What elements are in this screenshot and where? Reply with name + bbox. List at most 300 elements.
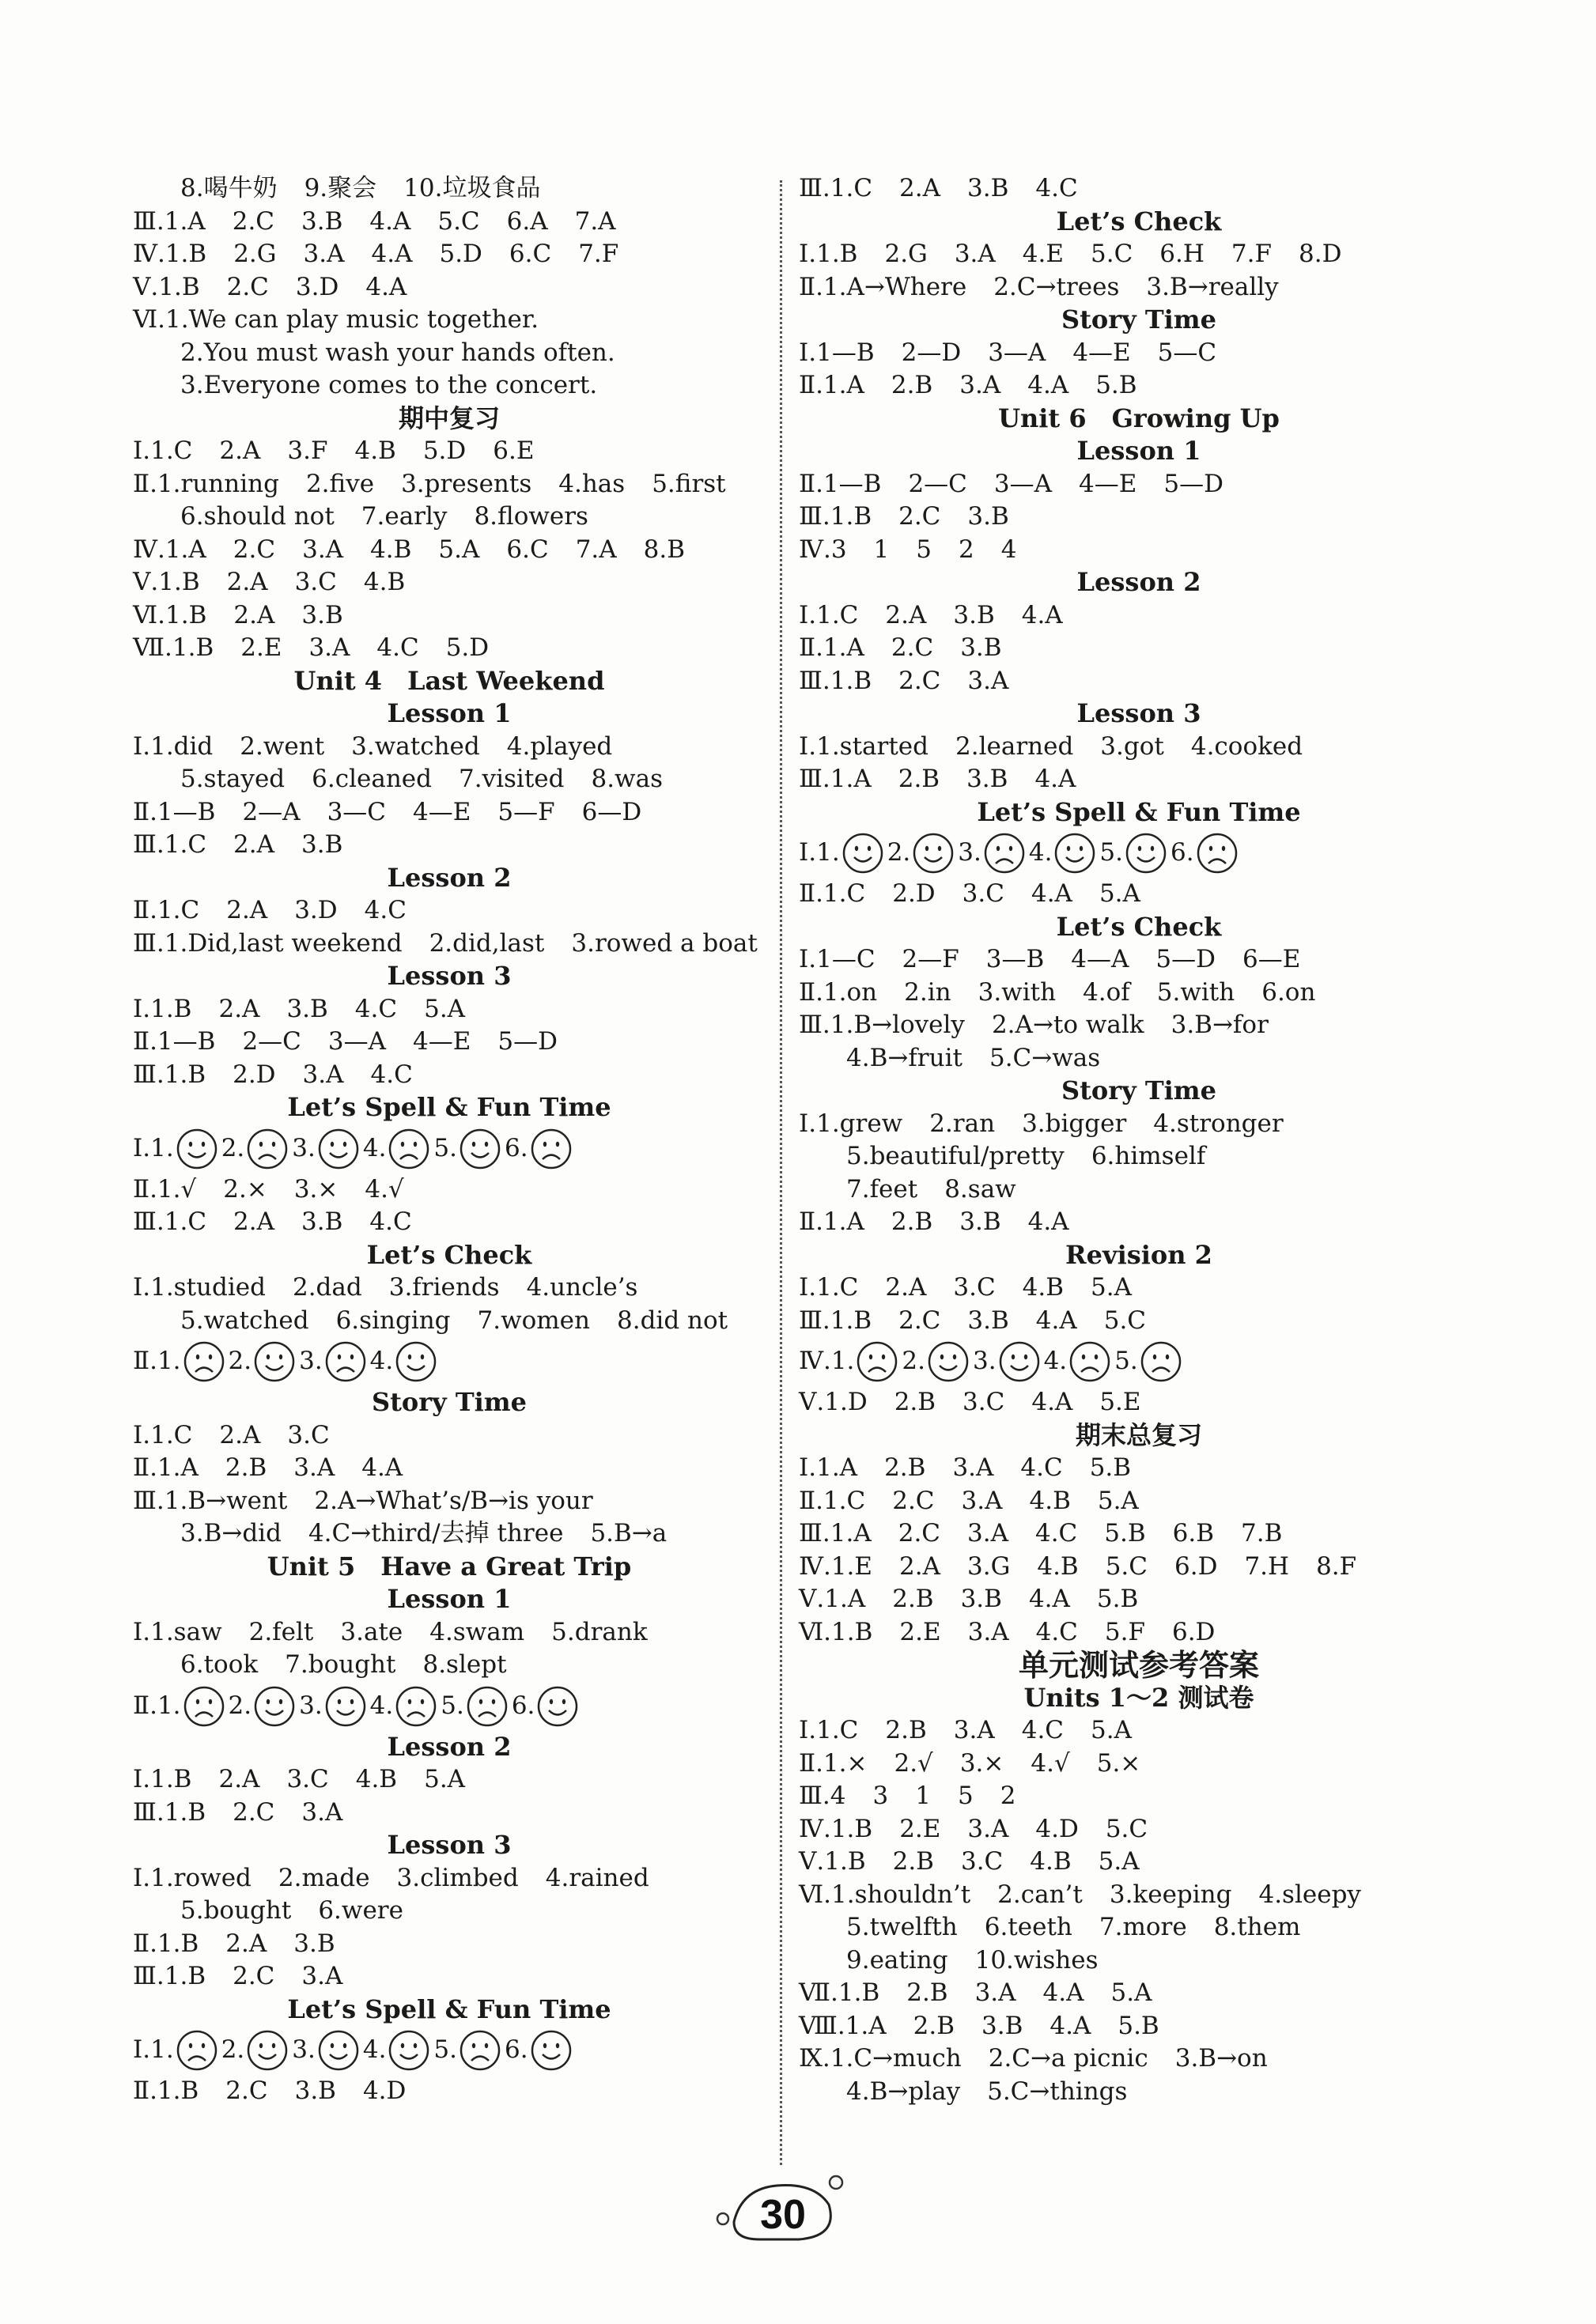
answer-item: 3.B — [301, 600, 343, 629]
answer-item: 3.A — [952, 1453, 994, 1482]
answer-item: 3.B→did — [180, 1519, 282, 1547]
answer-line — [133, 1059, 766, 1092]
answer-item: 4.C — [369, 1207, 412, 1236]
answer-line — [799, 501, 1479, 534]
answer-item: 5—D — [497, 1027, 558, 1056]
answer-item: 3.G — [967, 1551, 1011, 1581]
answer-item: 4.D — [1035, 1814, 1079, 1843]
answer-line — [799, 534, 1479, 567]
answer-item: 6.on — [1261, 977, 1316, 1007]
face-number: 6. — [505, 1133, 528, 1162]
answer-line — [133, 468, 766, 501]
answer-item: 2.A→to walk — [991, 1011, 1144, 1039]
item-label: Ⅰ. — [133, 2035, 151, 2065]
answer-item: 3.A — [301, 1797, 343, 1827]
answer-item: 3.× — [293, 1174, 338, 1204]
answer-item: 5.A — [1091, 1273, 1132, 1302]
face-number: 3. — [292, 1133, 316, 1162]
happy-face-icon — [1053, 832, 1096, 875]
answer-item: 3.C — [294, 568, 337, 596]
answer-item: 4.A — [1031, 879, 1072, 908]
answer-item: 2.A — [226, 568, 268, 596]
happy-face-icon — [317, 2029, 360, 2072]
face-number: 4. — [369, 1691, 394, 1720]
answer-item: Revision 2 — [1065, 1239, 1212, 1270]
answer-item: 5.A — [424, 1765, 466, 1793]
answer-item: 6.D — [1171, 1617, 1216, 1646]
answer-item: 2.E — [240, 633, 282, 662]
answer-item: 2.C→trees — [993, 272, 1120, 301]
answer-item: Ⅱ.1.B — [133, 1929, 199, 1958]
face-number: 4. — [369, 1347, 394, 1376]
answer-item: 4.B — [1022, 1273, 1065, 1302]
answer-item: 3.A — [308, 633, 350, 662]
answer-item: 2.made — [278, 1863, 370, 1892]
face-number: 5. — [1114, 1347, 1138, 1376]
answer-item: 2.B — [225, 1453, 267, 1482]
happy-face-icon — [246, 2029, 289, 2072]
answer-item: 6.D — [1174, 1551, 1218, 1581]
section-heading — [799, 1682, 1479, 1715]
answer-item: 5.A — [1110, 1978, 1152, 2007]
answer-item: 5.bought — [180, 1896, 292, 1925]
answer-item: Ⅲ.1.B — [133, 1962, 206, 1990]
answer-item: Lesson 3 — [1076, 698, 1201, 728]
answer-item: Ⅰ.1—B — [799, 338, 875, 367]
face-number: 5. — [433, 2035, 457, 2065]
answer-item: 4.C — [370, 1060, 413, 1089]
answer-line — [133, 1419, 766, 1453]
answer-line — [133, 1763, 766, 1797]
answer-item: 2.B — [894, 1388, 936, 1416]
happy-face-icon — [841, 832, 884, 875]
answer-item: 6—E — [1242, 945, 1301, 973]
answer-item: Ⅲ.1.B→went — [133, 1486, 288, 1515]
face-number: 5. — [433, 1133, 457, 1162]
answer-item: 4—E — [1072, 338, 1131, 367]
sad-face-icon — [388, 1128, 430, 1170]
answer-item: 2.can’t — [997, 1880, 1083, 1909]
answer-item: 3—A — [993, 469, 1053, 498]
answer-item: 6.B — [1172, 1519, 1214, 1547]
happy-face-icon — [912, 832, 955, 875]
answer-item: Ⅵ.1.B — [799, 1617, 873, 1646]
answer-item: 2.C — [226, 272, 269, 301]
sad-face-icon — [324, 1340, 367, 1383]
happy-face-icon — [536, 1685, 579, 1728]
answer-item: Ⅳ.1.B — [799, 1814, 873, 1843]
answer-item: Ⅱ.1.C — [799, 879, 866, 908]
answer-item: 3.A — [959, 371, 1001, 399]
section-heading — [133, 1386, 766, 1419]
answer-item: 2.A — [899, 174, 941, 202]
answer-item: Ⅱ.1.running — [133, 469, 279, 498]
answer-item: 5.× — [1096, 1748, 1141, 1778]
happy-face-icon — [388, 2029, 430, 2072]
answer-item: 2.ran — [929, 1109, 996, 1138]
answer-line — [133, 2026, 766, 2075]
answer-item: 3.C — [962, 879, 1004, 908]
answer-item: 4.uncle’s — [526, 1273, 638, 1302]
answer-item: 6.cleaned — [312, 765, 432, 793]
answer-item: 3.A — [953, 1716, 995, 1744]
answer-item: 4.B — [1030, 1847, 1072, 1876]
answer-item: 7.early — [361, 502, 448, 531]
answer-line — [133, 501, 766, 534]
section-heading — [799, 304, 1479, 337]
answer-line — [799, 1009, 1479, 1042]
answer-item: 7.feet — [846, 1174, 918, 1204]
answer-item: 6.singing — [335, 1306, 451, 1335]
answer-line — [133, 1862, 766, 1895]
answer-item: 3.A — [967, 1814, 1009, 1843]
answer-item: 4.C — [1020, 1453, 1063, 1482]
answer-item: 2—C — [908, 469, 967, 498]
answer-item: 3.A — [967, 1519, 1008, 1547]
answer-item: 10.wishes — [974, 1945, 1099, 1974]
answer-item: Ⅴ.1.B — [133, 568, 200, 596]
answer-line — [799, 1879, 1479, 1912]
answer-item: 3.B — [981, 2011, 1023, 2040]
answer-item: 6—D — [581, 797, 642, 826]
answer-line — [133, 238, 766, 271]
answer-item: 4.C — [364, 896, 407, 924]
answer-item: Ⅰ.1.studied — [133, 1273, 266, 1302]
answer-line — [799, 943, 1479, 977]
answer-item: Units 1～2 测试卷 — [1023, 1682, 1254, 1713]
answer-item: 期末总复习 — [1075, 1419, 1202, 1450]
answer-item: 2.A — [218, 994, 260, 1023]
answer-item: 4.cooked — [1190, 731, 1303, 761]
answer-item: Ⅱ.1.A→Where — [799, 272, 967, 301]
answer-item: 4.of — [1083, 977, 1130, 1007]
answer-item: 3.B — [293, 1929, 335, 1958]
answer-item: 2.C — [233, 1962, 275, 1990]
answer-item: 5.B — [1118, 2011, 1159, 2040]
happy-face-icon — [395, 1340, 437, 1383]
answer-line — [799, 238, 1479, 271]
answer-item: 5.drank — [551, 1617, 648, 1646]
answer-item: 2.felt — [248, 1617, 314, 1646]
answer-item: 4.B — [1029, 1486, 1071, 1515]
answer-item: 5.stayed — [180, 765, 286, 793]
answer-line — [133, 1337, 766, 1386]
answer-item: 2.B — [884, 1453, 926, 1482]
answer-item: 3.with — [978, 977, 1057, 1007]
answer-line — [799, 599, 1479, 633]
answer-item: Ⅲ.1.C — [133, 1207, 207, 1236]
answer-item: 4—E — [413, 797, 471, 826]
answer-item: 3.B — [966, 765, 1008, 793]
answer-item: 5.B — [1089, 1453, 1132, 1482]
sad-face-icon — [856, 1340, 898, 1383]
face-number: 6. — [1171, 838, 1194, 867]
answer-item: Ⅶ.1.B — [133, 633, 214, 662]
answer-item: 5.B→a — [590, 1519, 668, 1547]
answer-item: 6.were — [318, 1896, 403, 1925]
section-heading — [133, 862, 766, 895]
answer-item: Ⅷ.1.A — [799, 2011, 887, 2040]
answer-line — [799, 369, 1479, 402]
answer-item: 8.D — [1299, 240, 1342, 268]
answer-line — [133, 1649, 766, 1682]
answer-item: 2.C — [225, 2076, 268, 2105]
answer-item: 3.A — [967, 1617, 1009, 1646]
answer-item: 5.beautiful/pretty — [846, 1142, 1065, 1170]
answer-item: 2 — [959, 535, 974, 564]
answer-item: 2.C — [233, 1797, 275, 1827]
answer-item: 5.A — [1097, 1486, 1139, 1515]
answer-item: 2.B — [906, 1978, 948, 2007]
answer-item: 3.Everyone comes to the concert. — [180, 371, 598, 399]
answer-line — [133, 1485, 766, 1518]
face-number: 2. — [228, 1691, 252, 1720]
answer-item: Ⅰ.1.B — [799, 240, 858, 268]
answer-item: 2.D — [892, 879, 936, 908]
answer-item: 2.A — [899, 1551, 940, 1581]
sad-face-icon — [1140, 1340, 1182, 1383]
section-heading — [799, 911, 1479, 944]
sad-face-icon — [183, 1685, 225, 1728]
answer-item: Lesson 2 — [387, 1731, 512, 1762]
answer-item: 2.B — [913, 2011, 955, 2040]
item-label: Ⅰ. — [799, 838, 817, 867]
sad-face-icon — [176, 2029, 218, 2072]
answer-item: 2.A — [233, 600, 275, 629]
answer-item: 4.A — [1031, 1388, 1073, 1416]
answer-item: 7.A — [574, 206, 616, 236]
answer-item: Ⅱ.1.A — [133, 1453, 199, 1482]
answer-line — [133, 1895, 766, 1928]
answer-item: 2—D — [901, 338, 962, 367]
answer-item: 4.rained — [545, 1863, 649, 1892]
answer-line — [133, 1173, 766, 1207]
answer-item: Ⅲ.1.B — [799, 666, 872, 695]
answer-item: 4.played — [506, 731, 613, 761]
answer-item: Lesson 2 — [1076, 567, 1201, 597]
answer-item: 3.A — [954, 240, 996, 268]
answer-item: 1 — [873, 535, 890, 564]
answer-item: 3.A — [293, 1453, 335, 1482]
answer-item: 4.A — [1027, 1207, 1069, 1236]
answer-item: 5.first — [652, 469, 726, 498]
answer-item: 单元测试参考答案 — [1018, 1647, 1259, 1683]
answer-item: 5.watched — [180, 1306, 309, 1335]
answer-item: 3.got — [1100, 731, 1164, 761]
answer-line — [799, 172, 1479, 206]
answer-item: 1 — [915, 1782, 931, 1810]
answer-item: 5.C — [1105, 1814, 1148, 1843]
answer-line — [799, 337, 1479, 370]
answer-line — [133, 369, 766, 402]
answer-item: Ⅰ.1.B — [133, 1765, 192, 1793]
page-number: 30 — [760, 2192, 806, 2238]
answer-item: 4.A — [1035, 1306, 1077, 1335]
happy-face-icon — [459, 1128, 501, 1170]
answer-line — [133, 2075, 766, 2108]
sad-face-icon — [246, 1128, 289, 1170]
answer-line — [133, 1124, 766, 1173]
answer-item: 5.A — [1091, 1716, 1132, 1744]
section-heading — [799, 206, 1479, 239]
section-heading — [133, 1551, 766, 1584]
face-number: 1. — [150, 2035, 174, 2065]
answer-line — [799, 2010, 1479, 2043]
face-number: 3. — [299, 1347, 323, 1376]
face-number: 3. — [299, 1691, 323, 1720]
face-number: 6. — [505, 2035, 528, 2065]
answer-item: Ⅲ.1.A — [133, 206, 206, 236]
happy-face-icon — [998, 1340, 1041, 1383]
answer-item: Lesson 1 — [387, 698, 512, 728]
answer-item: 5.D — [439, 240, 482, 268]
answer-item: 2—A — [242, 797, 301, 826]
answer-line — [799, 2076, 1479, 2109]
answer-item: Ⅵ.1.B — [133, 600, 207, 629]
answer-line — [133, 304, 766, 337]
face-number: 2. — [887, 838, 911, 867]
answer-item: 2.B — [892, 1847, 934, 1876]
answer-item: 2 — [1000, 1782, 1016, 1810]
answer-item: 8.B — [643, 535, 686, 564]
answer-line — [133, 1206, 766, 1239]
answer-item: 3.C — [953, 1273, 996, 1302]
answer-item: 2.A — [225, 1929, 267, 1958]
answer-item: 3.keeping — [1109, 1880, 1232, 1909]
answer-item: 4.B — [363, 568, 406, 596]
section-heading — [133, 1993, 766, 2027]
answer-item: 2.went — [240, 731, 325, 761]
answer-item: 2.B — [898, 765, 940, 793]
answer-item: 3.ate — [340, 1617, 403, 1646]
answer-item: 5—C — [1157, 338, 1217, 367]
answer-item: 4 — [1000, 535, 1017, 564]
face-number: 5. — [441, 1691, 464, 1720]
answer-item: Let’s Check — [1056, 911, 1222, 942]
answer-line — [799, 829, 1479, 878]
answer-line — [799, 1517, 1479, 1551]
answer-item: 2.C — [892, 1486, 935, 1515]
answer-item: 3—B — [985, 945, 1045, 973]
answer-item: 7.F — [1231, 240, 1273, 268]
answer-item: 2.B — [891, 1207, 933, 1236]
answer-item: Ⅰ.1.C — [799, 1716, 859, 1744]
answer-item: 4.A — [371, 240, 413, 268]
answer-line — [133, 993, 766, 1026]
answer-item: 2.A — [233, 830, 275, 859]
answer-item: 3.B — [953, 600, 995, 629]
answer-item: 2.G — [233, 240, 277, 268]
answer-line — [133, 599, 766, 633]
answer-item: 6.should not — [180, 502, 335, 531]
answer-line — [799, 271, 1479, 304]
answer-item: 4.D — [362, 2076, 407, 2105]
answer-item: 4.B — [1037, 1551, 1079, 1581]
answer-item: 3.B — [301, 1207, 343, 1236]
answer-item: 5.B — [1096, 1585, 1139, 1613]
answer-item: Let’s Check — [1056, 206, 1222, 236]
answer-item: Ⅲ.1.C — [133, 830, 207, 859]
answer-line — [133, 1452, 766, 1485]
answer-item: 4.B→play — [846, 2076, 961, 2106]
answer-item: Ⅲ.1.A — [799, 765, 872, 793]
section-heading — [133, 1239, 766, 1272]
answer-item: 4—A — [1071, 945, 1129, 973]
section-heading — [133, 1731, 766, 1764]
answer-item: 3.A — [961, 1486, 1003, 1515]
answer-item: Unit 4 Last Weekend — [293, 665, 605, 696]
answer-item: Ⅳ.1.A — [133, 535, 206, 564]
section-heading — [133, 960, 766, 993]
answer-line — [133, 435, 766, 468]
sad-face-icon — [459, 2029, 501, 2072]
answer-line — [799, 1173, 1479, 1207]
answer-item: 5.A — [1098, 1847, 1140, 1876]
answer-item: Ⅱ.1—B — [799, 469, 882, 498]
answer-item: 3.A — [303, 240, 345, 268]
item-label: Ⅳ. — [799, 1347, 831, 1376]
answer-item: Ⅱ.1.B — [133, 2076, 199, 2105]
answer-item: Ⅰ.1.C — [133, 1420, 193, 1449]
answer-item: 4.A — [1021, 600, 1063, 629]
answer-line — [799, 1813, 1479, 1846]
answer-item: 5.A — [438, 535, 480, 564]
answer-item: 5.D — [445, 633, 490, 662]
answer-line — [799, 1714, 1479, 1748]
answer-item: 3.climbed — [396, 1863, 519, 1892]
answer-line — [133, 1928, 766, 1961]
answer-item: 3.B — [959, 1207, 1001, 1236]
answer-item: 2.A→What’s/B→is your — [314, 1486, 593, 1515]
answer-column-right — [799, 172, 1479, 2108]
answer-item: Ⅲ.1.B→lovely — [799, 1011, 965, 1039]
answer-item: 7.visited — [458, 765, 565, 793]
answer-line — [799, 1206, 1479, 1239]
answer-item: Ⅱ.1.A — [799, 1207, 864, 1236]
happy-face-icon — [1125, 832, 1167, 875]
answer-item: 6.took — [180, 1650, 259, 1679]
answer-item: Ⅲ.4 — [799, 1782, 846, 1810]
happy-face-icon — [253, 1340, 296, 1383]
answer-item: 5.B — [1104, 1519, 1146, 1547]
answer-item: 3.A — [302, 1060, 344, 1089]
answer-item: 9.聚会 — [304, 174, 377, 202]
answer-item: Ⅰ.1.started — [799, 731, 928, 761]
section-heading — [799, 1419, 1479, 1453]
sad-face-icon — [983, 832, 1026, 875]
answer-line — [799, 1616, 1479, 1649]
answer-item: Ⅴ.1.A — [799, 1585, 866, 1613]
answer-item: 5.twelfth — [846, 1913, 958, 1941]
answer-item: 9.eating — [846, 1945, 948, 1974]
answer-item: 3.friends — [388, 1273, 500, 1302]
answer-item: Ⅵ.1.shouldn’t — [799, 1880, 971, 1909]
answer-line — [133, 829, 766, 862]
answer-item: 8.saw — [944, 1174, 1016, 1204]
face-number: 5. — [1099, 838, 1123, 867]
face-number: 1. — [816, 838, 840, 867]
face-number: 4. — [362, 1133, 387, 1162]
sad-face-icon — [1196, 832, 1239, 875]
answer-item: Ⅰ.1.C — [133, 436, 193, 465]
section-heading — [799, 402, 1479, 436]
answer-item: 5.D — [422, 436, 467, 465]
face-number: 3. — [292, 2035, 316, 2065]
answer-line — [799, 731, 1479, 764]
answer-column-left — [133, 172, 766, 2108]
answer-item: 5.E — [1099, 1388, 1141, 1416]
answer-item: 2.A — [219, 1420, 261, 1449]
